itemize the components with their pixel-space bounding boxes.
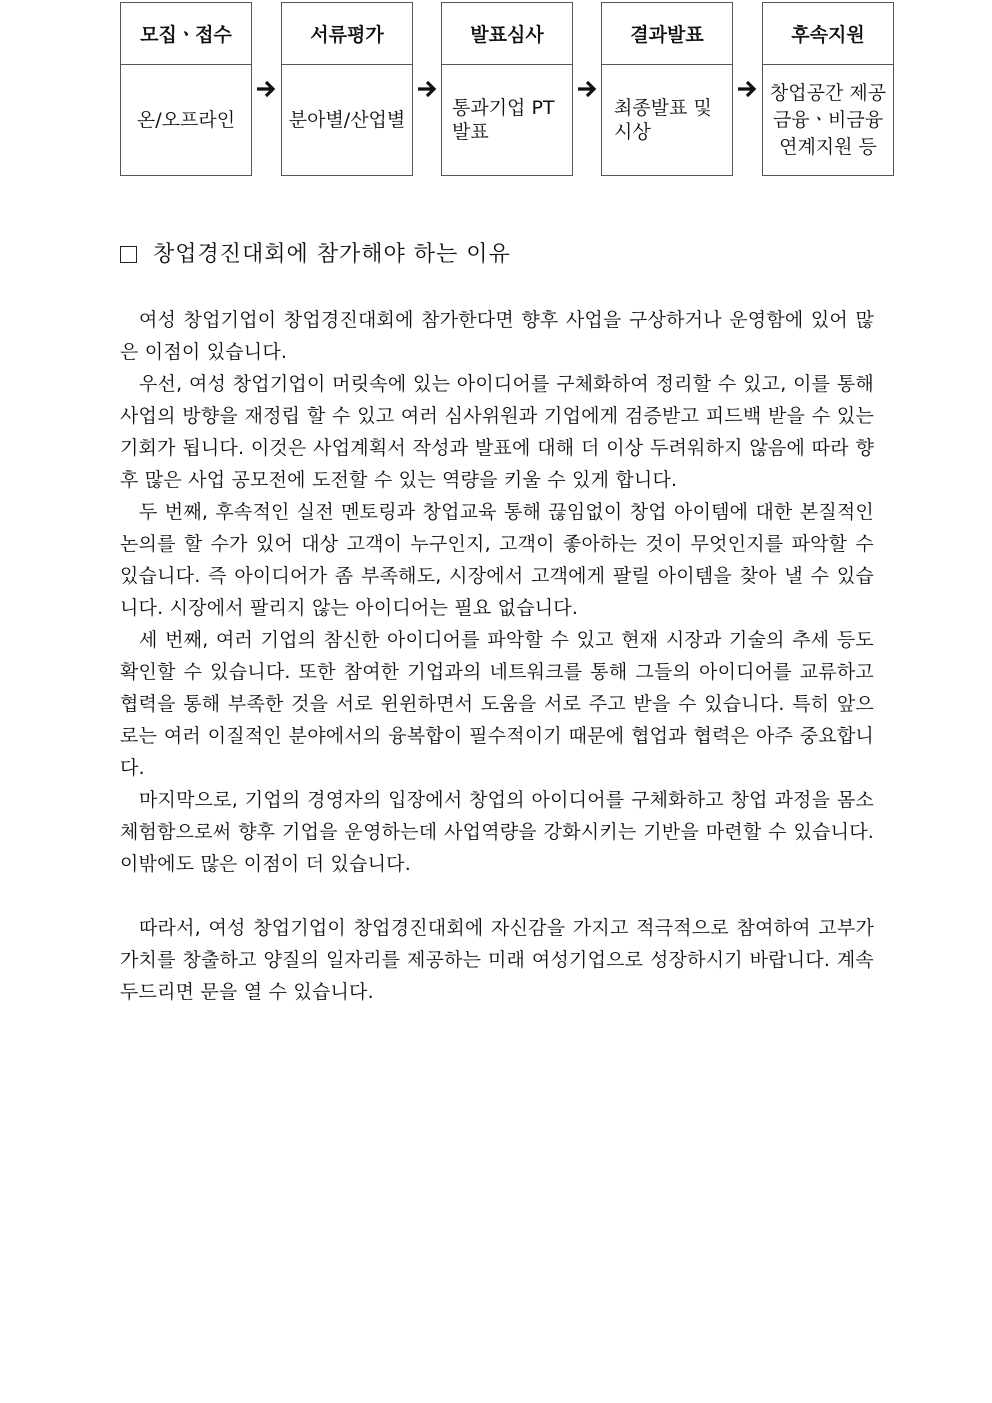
- flow-step-title: 서류평가: [282, 3, 412, 65]
- paragraph: 세 번째, 여러 기업의 참신한 아이디어를 파악할 수 있고 현재 시장과 기술의 추세 등도 확인할 수 있습니다. 또한 참여한 기업과의 네트워크를 통해 그들의 아이디어를 교류하고 협력을 통해 부족한 것을 서로 윈윈하면서 도움을 서로 주고 받을 수 있습니다. 특히 앞으로는 여러 이질적인 분야에서의 융복합이 필수적이기 때문에 협업과 협력은 아주 중요합니다.: [120, 629, 874, 779]
- paragraph: 마지막으로, 기업의 경영자의 입장에서 창업의 아이디어를 구체화하고 창업 과정을 몸소 체험함으로써 향후 기업을 운영하는데 사업역량을 강화시키는 기반을 마련할 수 있습니다. 이밖에도 많은 이점이 더 있습니다.: [120, 789, 874, 875]
- flow-step-desc: 통과기업 PT 발표: [452, 97, 555, 143]
- section-heading-text: 창업경진대회에 참가해야 하는 이유: [153, 241, 511, 267]
- square-bullet-icon: [120, 246, 137, 263]
- flow-step-follow-up: [762, 2, 894, 176]
- flow-step-desc: 온/오프라인: [136, 109, 236, 131]
- arrow-right-icon: [254, 76, 280, 102]
- arrow-right-icon: [415, 76, 441, 102]
- flow-step-title: 결과발표: [602, 3, 732, 65]
- flow-step-presentation: [441, 2, 573, 176]
- process-flow: [120, 2, 896, 178]
- section-heading: [120, 236, 511, 268]
- flow-step-results: [601, 2, 733, 176]
- flow-step-title: 발표심사: [442, 3, 572, 65]
- paragraph: 우선, 여성 창업기업이 머릿속에 있는 아이디어를 구체화하여 정리할 수 있고, 이를 통해 사업의 방향을 재정립 할 수 있고 여러 심사위원과 기업에게 검증받고 피드백 받을 수 있는 기회가 됩니다. 이것은 사업계획서 작성과 발표에 대해 더 이상 두려워하지 않음에 따라 향후 많은 사업 공모전에 도전할 수 있는 역량을 키울 수 있게 합니다.: [120, 373, 874, 491]
- arrow-right-icon: [735, 76, 761, 102]
- paragraph: 따라서, 여성 창업기업이 창업경진대회에 자신감을 가지고 적극적으로 참여하여 고부가가치를 창출하고 양질의 일자리를 제공하는 미래 여성기업으로 성장하시기 바랍니다. 계속 두드리면 문을 열 수 있습니다.: [120, 917, 874, 1003]
- flow-step-desc: 분아별/산업별: [288, 109, 406, 131]
- paragraph: 여성 창업기업이 창업경진대회에 참가한다면 향후 사업을 구상하거나 운영함에 있어 많은 이점이 있습니다.: [120, 309, 874, 363]
- paragraph: 두 번째, 후속적인 실전 멘토링과 창업교육 통해 끊임없이 창업 아이템에 대한 본질적인 논의를 할 수가 있어 대상 고객이 누구인지, 고객이 좋아하는 것이 무엇인지를 파악할 수 있습니다. 즉 아이디어가 좀 부족해도, 시장에서 고객에게 팔릴 아이템을 찾아 낼 수 있습니다. 시장에서 팔리지 않는 아이디어는 필요 없습니다.: [120, 501, 874, 619]
- arrow-right-icon: [575, 76, 601, 102]
- body-text: [120, 304, 874, 1008]
- flow-step-title: 후속지원: [763, 3, 893, 65]
- flow-step-title: 모집ㆍ접수: [121, 3, 251, 65]
- flow-step-recruitment: [120, 2, 252, 176]
- flow-step-document-review: [281, 2, 413, 176]
- flow-step-desc: 최종발표 및 시상: [614, 97, 712, 143]
- flow-step-desc: 창업공간 제공 금융ㆍ비금융 연계지원 등: [769, 81, 887, 158]
